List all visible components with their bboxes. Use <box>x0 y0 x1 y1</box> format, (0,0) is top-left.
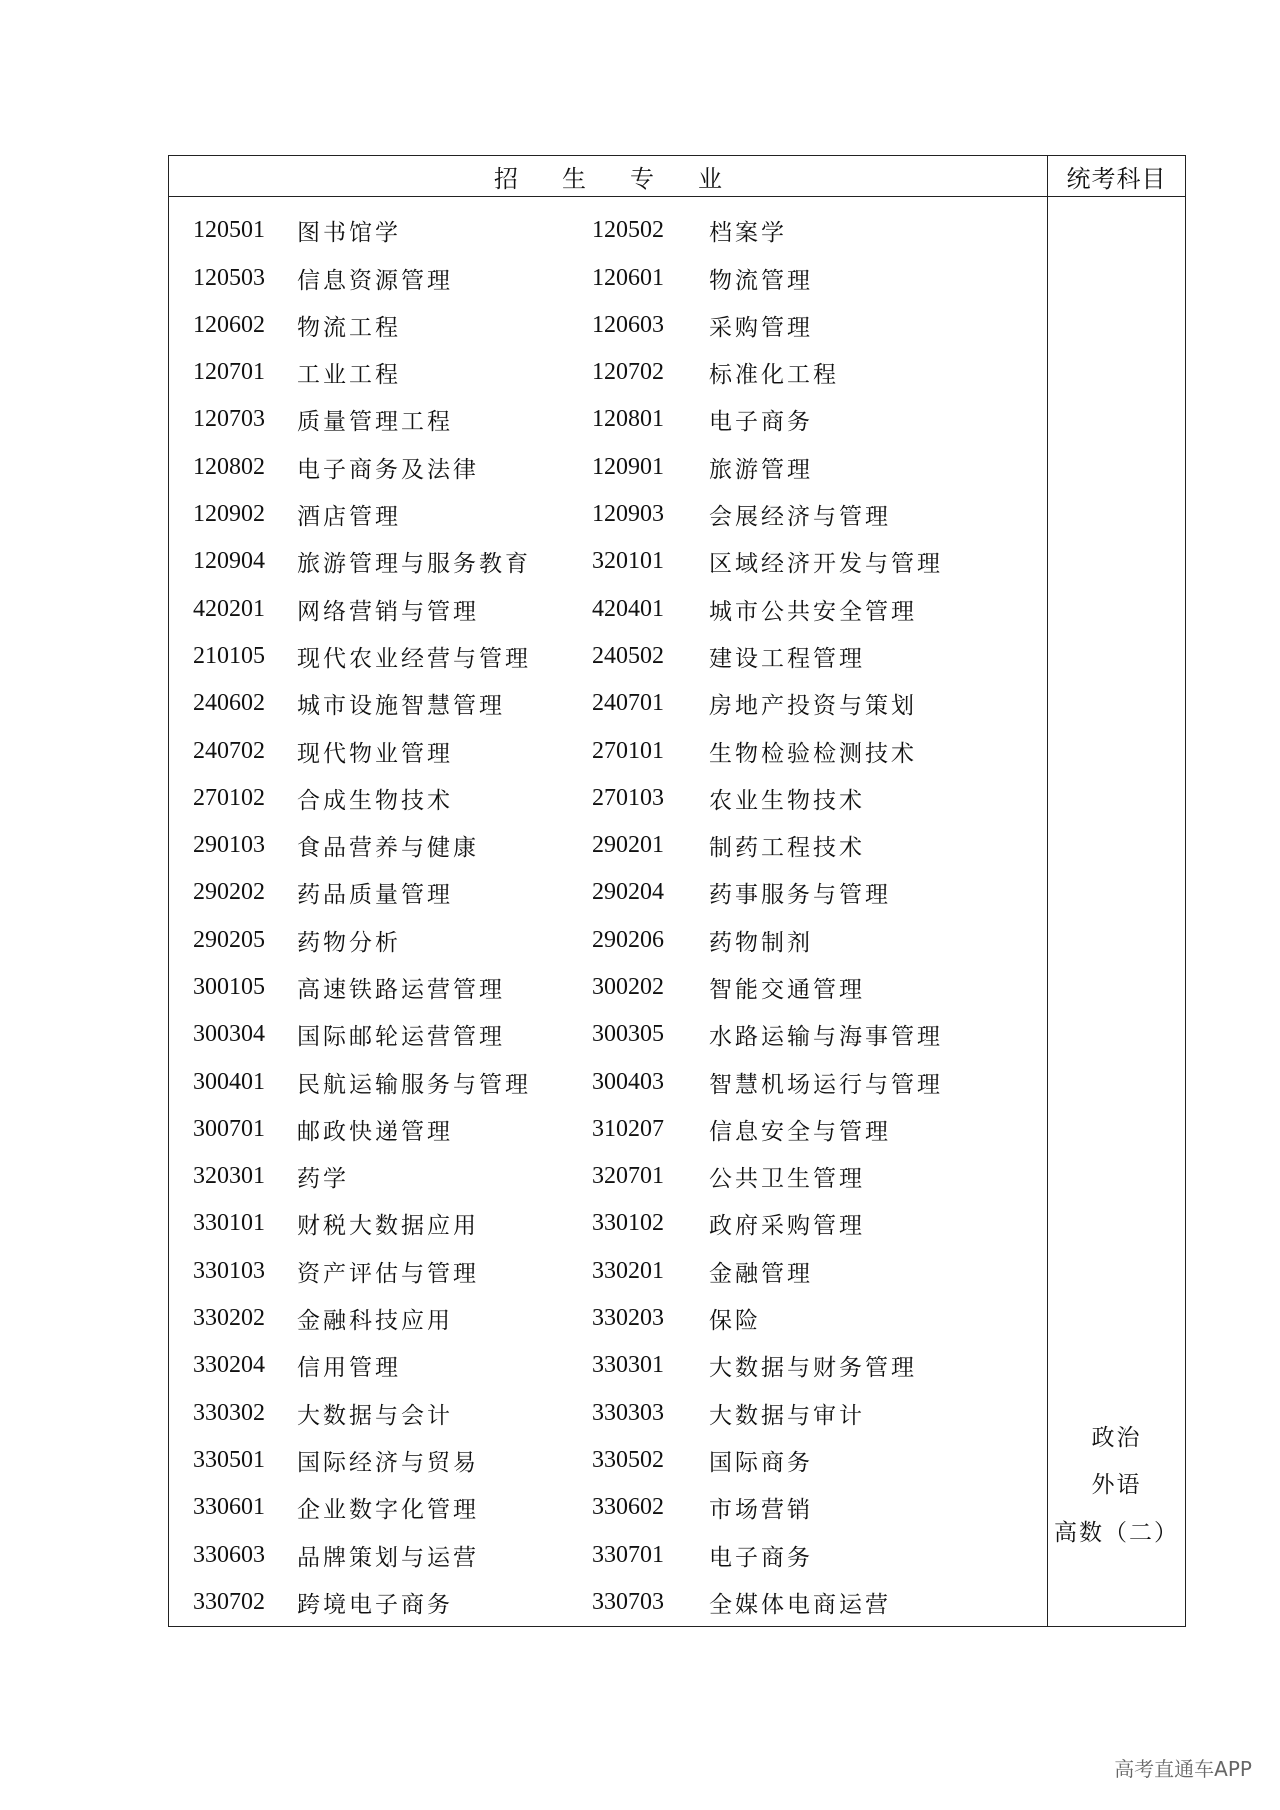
major-code: 240502 <box>592 642 664 669</box>
major-code: 270101 <box>592 737 664 764</box>
major-name: 水路运输与海事管理 <box>709 1024 943 1051</box>
table-row <box>169 207 1047 254</box>
major-name: 金融管理 <box>709 1260 813 1287</box>
major-name: 现代物业管理 <box>297 740 453 767</box>
major-name: 跨境电子商务 <box>297 1591 453 1618</box>
majors-table <box>168 155 1186 1627</box>
major-name: 档案学 <box>709 220 787 247</box>
major-code: 330301 <box>592 1352 664 1379</box>
major-code: 310207 <box>592 1115 664 1142</box>
major-name: 工业工程 <box>297 362 401 389</box>
major-code: 290202 <box>193 879 265 906</box>
subjects-cell <box>1048 197 1185 1626</box>
major-name: 电子商务及法律 <box>297 456 479 483</box>
major-code: 330702 <box>193 1588 265 1615</box>
major-code: 270103 <box>592 784 664 811</box>
major-name: 保险 <box>709 1308 761 1335</box>
major-name: 现代农业经营与管理 <box>297 645 531 672</box>
table-row <box>169 1011 1047 1058</box>
major-code: 120501 <box>193 217 265 244</box>
table-row <box>169 775 1047 822</box>
major-name: 智能交通管理 <box>709 976 865 1003</box>
table-row <box>169 491 1047 538</box>
major-name: 农业生物技术 <box>709 787 865 814</box>
major-code: 320301 <box>193 1163 265 1190</box>
major-name: 采购管理 <box>709 314 813 341</box>
major-code: 320701 <box>592 1163 664 1190</box>
major-code: 120904 <box>193 548 265 575</box>
major-code: 120601 <box>592 264 664 291</box>
major-name: 城市公共安全管理 <box>709 598 917 625</box>
major-name: 城市设施智慧管理 <box>297 693 505 720</box>
major-name: 市场营销 <box>709 1497 813 1524</box>
table-row <box>169 1058 1047 1105</box>
major-name: 物流管理 <box>709 267 813 294</box>
table-row <box>169 1248 1047 1295</box>
major-name: 食品营养与健康 <box>297 835 479 862</box>
header-major: 招生专业 <box>169 156 1048 196</box>
table-row <box>169 727 1047 774</box>
major-code: 120902 <box>193 501 265 528</box>
table-row <box>169 1200 1047 1247</box>
major-name: 智慧机场运行与管理 <box>709 1071 943 1098</box>
major-code: 270102 <box>193 784 265 811</box>
exam-subject: 政治 <box>1091 1425 1142 1452</box>
major-code: 300105 <box>193 973 265 1000</box>
table-row <box>169 1484 1047 1531</box>
major-name: 企业数字化管理 <box>297 1497 479 1524</box>
exam-subject: 高数（二） <box>1054 1519 1179 1546</box>
major-name: 区域经济开发与管理 <box>709 551 943 578</box>
major-name: 房地产投资与策划 <box>709 693 917 720</box>
major-code: 120701 <box>193 359 265 386</box>
major-code: 300403 <box>592 1068 664 1095</box>
major-name: 信用管理 <box>297 1355 401 1382</box>
table-row <box>169 444 1047 491</box>
major-code: 120502 <box>592 217 664 244</box>
major-name: 物流工程 <box>297 314 401 341</box>
major-code: 330703 <box>592 1588 664 1615</box>
major-code: 120603 <box>592 311 664 338</box>
major-code: 300202 <box>592 973 664 1000</box>
major-code: 330502 <box>592 1446 664 1473</box>
major-code: 240702 <box>193 737 265 764</box>
major-name: 生物检验检测技术 <box>709 740 917 767</box>
header-subject: 统考科目 <box>1066 164 1167 193</box>
major-name: 电子商务 <box>709 409 813 436</box>
major-name: 药事服务与管理 <box>709 882 891 909</box>
major-name: 网络营销与管理 <box>297 598 479 625</box>
major-name: 高速铁路运营管理 <box>297 976 505 1003</box>
major-code: 120702 <box>592 359 664 386</box>
major-name: 国际商务 <box>709 1449 813 1476</box>
major-name: 大数据与会计 <box>297 1402 453 1429</box>
major-code: 300401 <box>193 1068 265 1095</box>
major-name: 电子商务 <box>709 1544 813 1571</box>
major-name: 药品质量管理 <box>297 882 453 909</box>
major-code: 330701 <box>592 1541 664 1568</box>
table-row <box>169 917 1047 964</box>
table-row <box>169 585 1047 632</box>
major-name: 合成生物技术 <box>297 787 453 814</box>
major-name: 信息资源管理 <box>297 267 453 294</box>
table-row <box>169 680 1047 727</box>
table-row <box>169 1437 1047 1484</box>
table-row <box>169 538 1047 585</box>
major-code: 290201 <box>592 832 664 859</box>
major-name: 政府采购管理 <box>709 1213 865 1240</box>
table-row <box>169 1295 1047 1342</box>
table-row <box>169 1153 1047 1200</box>
table-row <box>169 1579 1047 1626</box>
watermark-text: 高考直通车APP <box>1114 1757 1252 1781</box>
major-code: 120901 <box>592 453 664 480</box>
major-name: 全媒体电商运营 <box>709 1591 891 1618</box>
major-name: 国际邮轮运营管理 <box>297 1024 505 1051</box>
major-code: 210105 <box>193 642 265 669</box>
major-name: 药物制剂 <box>709 929 813 956</box>
major-code: 330602 <box>592 1494 664 1521</box>
major-name: 资产评估与管理 <box>297 1260 479 1287</box>
major-code: 330204 <box>193 1352 265 1379</box>
major-name: 公共卫生管理 <box>709 1166 865 1193</box>
major-name: 国际经济与贸易 <box>297 1449 479 1476</box>
major-code: 290206 <box>592 926 664 953</box>
major-code: 330202 <box>193 1305 265 1332</box>
major-code: 290205 <box>193 926 265 953</box>
table-row <box>169 396 1047 443</box>
major-name: 大数据与审计 <box>709 1402 865 1429</box>
major-name: 建设工程管理 <box>709 645 865 672</box>
majors-cell <box>169 197 1048 1626</box>
major-code: 120801 <box>592 406 664 433</box>
major-code: 330303 <box>592 1399 664 1426</box>
exam-subject: 外语 <box>1091 1472 1142 1499</box>
table-body-row <box>169 197 1185 1626</box>
major-code: 330501 <box>193 1446 265 1473</box>
major-name: 标准化工程 <box>709 362 839 389</box>
table-row <box>169 254 1047 301</box>
major-name: 质量管理工程 <box>297 409 453 436</box>
table-row <box>169 1342 1047 1389</box>
table-row <box>169 1106 1047 1153</box>
table-row <box>169 633 1047 680</box>
major-name: 财税大数据应用 <box>297 1213 479 1240</box>
major-name: 大数据与财务管理 <box>709 1355 917 1382</box>
table-row <box>169 1390 1047 1437</box>
major-name: 旅游管理与服务教育 <box>297 551 531 578</box>
major-code: 300701 <box>193 1115 265 1142</box>
major-code: 120802 <box>193 453 265 480</box>
subjects-list <box>1048 1415 1185 1557</box>
major-code: 330201 <box>592 1257 664 1284</box>
major-name: 金融科技应用 <box>297 1308 453 1335</box>
major-code: 240602 <box>193 690 265 717</box>
major-name: 信息安全与管理 <box>709 1118 891 1145</box>
table-row <box>169 822 1047 869</box>
major-name: 会展经济与管理 <box>709 504 891 531</box>
major-code: 330102 <box>592 1210 664 1237</box>
table-row <box>169 349 1047 396</box>
major-code: 300304 <box>193 1021 265 1048</box>
major-name: 药学 <box>297 1166 349 1193</box>
major-code: 330601 <box>193 1494 265 1521</box>
major-code: 330302 <box>193 1399 265 1426</box>
major-name: 品牌策划与运营 <box>297 1544 479 1571</box>
major-code: 330103 <box>193 1257 265 1284</box>
major-name: 药物分析 <box>297 929 401 956</box>
major-name: 民航运输服务与管理 <box>297 1071 531 1098</box>
major-code: 120703 <box>193 406 265 433</box>
major-code: 290103 <box>193 832 265 859</box>
major-code: 240701 <box>592 690 664 717</box>
major-name: 酒店管理 <box>297 504 401 531</box>
table-row <box>169 302 1047 349</box>
major-code: 330203 <box>592 1305 664 1332</box>
major-name: 邮政快递管理 <box>297 1118 453 1145</box>
major-code: 300305 <box>592 1021 664 1048</box>
major-code: 420201 <box>193 595 265 622</box>
major-code: 330101 <box>193 1210 265 1237</box>
major-name: 旅游管理 <box>709 456 813 483</box>
major-code: 290204 <box>592 879 664 906</box>
major-code: 320101 <box>592 548 664 575</box>
major-code: 420401 <box>592 595 664 622</box>
table-row <box>169 869 1047 916</box>
major-code: 120503 <box>193 264 265 291</box>
table-header-row <box>169 156 1185 197</box>
major-code: 330603 <box>193 1541 265 1568</box>
major-name: 图书馆学 <box>297 220 401 247</box>
major-name: 制药工程技术 <box>709 835 865 862</box>
major-code: 120903 <box>592 501 664 528</box>
table-row <box>169 1531 1047 1578</box>
table-row <box>169 964 1047 1011</box>
major-code: 120602 <box>193 311 265 338</box>
